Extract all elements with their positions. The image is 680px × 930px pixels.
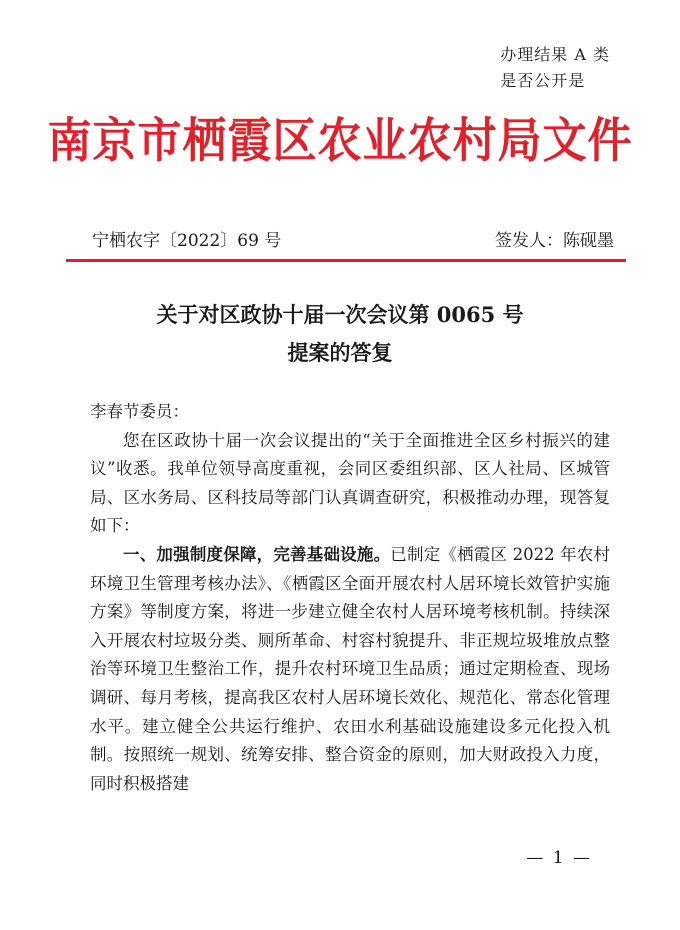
section-1-heading: 一、加强制度保障，完善基础设施。 [123, 544, 391, 564]
salutation: 李春节委员： [90, 402, 189, 421]
red-masthead: 南京市栖霞区农业农村局文件 [47, 113, 633, 169]
disclosure-label: 是否公开是 [500, 71, 586, 90]
red-divider [66, 259, 626, 262]
handling-result-label: 办理结果 A 类 [500, 45, 610, 64]
document-title [0, 296, 680, 372]
paragraph-intro: 您在区政协十届一次会议提出的“关于全面推进全区乡村振兴的建议”收悉。我单位领导高度重视，会同区委组织部、区人社局、区城管局、区水务局、区科技局等部门认真调查研究，积极推动办理，现答复如下： [90, 430, 610, 536]
page-footer [0, 848, 680, 868]
title-line-1: 关于对区政协十届一次会议第 0065 号 [156, 302, 524, 327]
section-1-text: 已制定《栖霞区 2022 年农村环境卫生管理考核办法》、《栖霞区全面开展农村人居环境长效管护实施方案》等制度方案，将进一步建立健全农村人居环境考核机制。持续深入开展农村垃圾分类、厕所革命、村容村貌提升、非正规垃圾堆放点整治等环境卫生整治工作，提升农村环境卫生品质；通过定期检查、现场调研、每月考核，提高我区农村人居环境长效化、规范化、常态化管理水平。建立健全公共运行维护、农田水利基础设施建设多元化投入机制。按照统一规划、统筹安排、整合资金的原则，加大财政投入力度，同时积极搭建 [90, 544, 611, 793]
signer: 签发人：陈砚墨 [495, 231, 614, 251]
document-info-line [92, 226, 614, 250]
document-body [90, 398, 610, 798]
handling-meta [500, 42, 610, 94]
document-number: 宁栖农字〔2022〕69 号 [92, 231, 282, 251]
page-number: — 1 — [526, 848, 592, 868]
title-line-2: 提案的答复 [287, 340, 393, 365]
paragraph-section-1 [90, 541, 610, 798]
